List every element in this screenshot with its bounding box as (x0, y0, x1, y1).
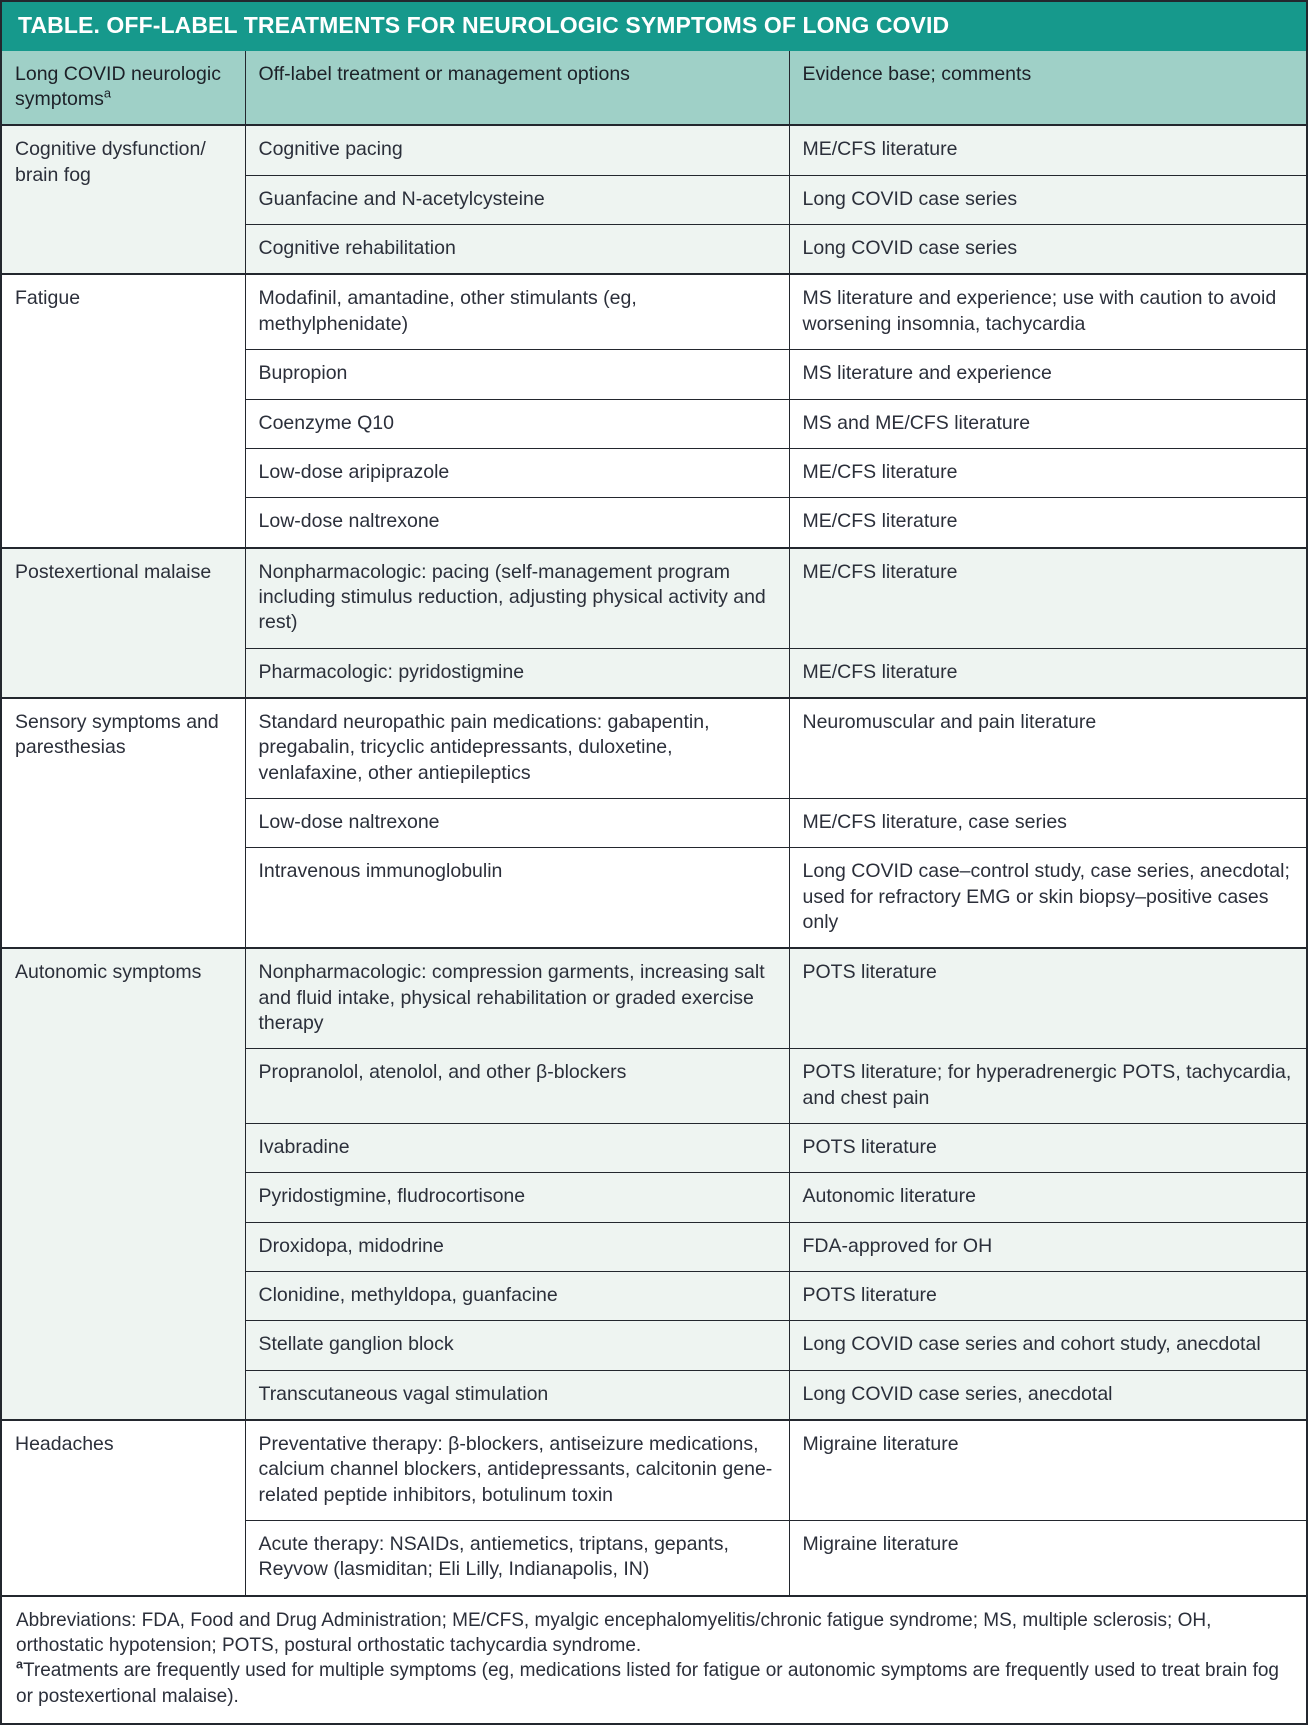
evidence-cell: POTS literature (789, 948, 1306, 1049)
treatment-cell: Low-dose naltrexone (245, 498, 789, 548)
table-row (2, 125, 1306, 175)
footnote-a (16, 1658, 1292, 1709)
evidence-cell: ME/CFS literature, case series (789, 798, 1306, 847)
column-header-symptoms-footnote-marker: a (103, 85, 112, 101)
evidence-cell: POTS literature (789, 1124, 1306, 1173)
treatment-cell: Transcutaneous vagal stimulation (245, 1370, 789, 1420)
evidence-cell: Long COVID case–control study, case series, anecdotal; used for refractory EMG or skin biopsy–positive cases only (789, 848, 1306, 949)
evidence-cell: ME/CFS literature (789, 498, 1306, 548)
header-row (2, 51, 1306, 126)
footnote-abbreviations: Abbreviations: FDA, Food and Drug Administration; ME/CFS, myalgic encephalomyelitis/chronic fatigue syndrome; MS, multiple sclerosis; OH, orthostatic hypotension; POTS, postural orthostatic tachycardia syndrome. (16, 1609, 1212, 1657)
treatment-cell: Preventative therapy: β-blockers, antiseizure medications, calcium channel blockers, antidepressants, calcitonin gene-related peptide inhibitors, botulinum toxin (245, 1420, 789, 1521)
evidence-cell: Long COVID case series (789, 225, 1306, 275)
symptom-cell: Fatigue (2, 274, 245, 547)
evidence-cell: Long COVID case series and cohort study, anecdotal (789, 1321, 1306, 1370)
table-row (2, 548, 1306, 649)
column-header-evidence-label: Evidence base; comments (802, 62, 1032, 85)
symptom-cell: Postexertional malaise (2, 548, 245, 698)
treatment-cell: Cognitive pacing (245, 125, 789, 175)
column-header-treatment-label: Off-label treatment or management options (258, 62, 630, 85)
table-title: TABLE. OFF-LABEL TREATMENTS FOR NEUROLOGIC SYMPTOMS OF LONG COVID (2, 2, 1306, 51)
treatment-cell: Low-dose naltrexone (245, 798, 789, 847)
footnotes-block (2, 1595, 1306, 1723)
treatments-table (2, 51, 1306, 1595)
footnote-a-text: Treatments are frequently used for multiple symptoms (eg, medications listed for fatigue or autonomic symptoms are frequently used to treat brain fog or postexertional malaise). (16, 1660, 1279, 1707)
evidence-cell: Migraine literature (789, 1521, 1306, 1595)
treatment-cell: Coenzyme Q10 (245, 399, 789, 448)
treatment-cell: Clonidine, methyldopa, guanfacine (245, 1272, 789, 1321)
evidence-cell: ME/CFS literature (789, 125, 1306, 175)
treatment-cell: Nonpharmacologic: compression garments, increasing salt and fluid intake, physical rehabilitation or graded exercise therapy (245, 948, 789, 1049)
table-body (2, 125, 1306, 1594)
footnote-a-marker: a (16, 1658, 23, 1673)
treatment-cell: Cognitive rehabilitation (245, 225, 789, 275)
treatment-cell: Propranolol, atenolol, and other β-blockers (245, 1049, 789, 1124)
treatment-cell: Acute therapy: NSAIDs, antiemetics, triptans, gepants, Reyvow (lasmiditan; Eli Lilly, Indianapolis, IN) (245, 1521, 789, 1595)
treatment-cell: Guanfacine and N-acetylcysteine (245, 175, 789, 224)
symptom-cell: Headaches (2, 1420, 245, 1595)
table-row (2, 698, 1306, 799)
evidence-cell: Migraine literature (789, 1420, 1306, 1521)
evidence-cell: Long COVID case series, anecdotal (789, 1370, 1306, 1420)
evidence-cell: MS literature and experience; use with caution to avoid worsening insomnia, tachycardia (789, 274, 1306, 349)
symptom-cell: Sensory symptoms and paresthesias (2, 698, 245, 948)
evidence-cell: Neuromuscular and pain literature (789, 698, 1306, 799)
treatment-cell: Stellate ganglion block (245, 1321, 789, 1370)
treatment-cell: Pharmacologic: pyridostigmine (245, 648, 789, 698)
table-row (2, 1420, 1306, 1521)
evidence-cell: POTS literature (789, 1272, 1306, 1321)
table-head (2, 51, 1306, 126)
evidence-cell: ME/CFS literature (789, 448, 1306, 497)
table-row (2, 948, 1306, 1049)
table-row (2, 274, 1306, 349)
treatment-cell: Intravenous immunoglobulin (245, 848, 789, 949)
column-header-evidence (789, 51, 1306, 126)
treatment-cell: Nonpharmacologic: pacing (self-management program including stimulus reduction, adjusting physical activity and rest) (245, 548, 789, 649)
treatment-cell: Pyridostigmine, fludrocortisone (245, 1173, 789, 1222)
column-header-symptoms (2, 51, 245, 126)
treatment-cell: Standard neuropathic pain medications: gabapentin, pregabalin, tricyclic antidepressants, duloxetine, venlafaxine, other antiepileptics (245, 698, 789, 799)
symptom-cell: Autonomic symptoms (2, 948, 245, 1420)
treatment-cell: Modafinil, amantadine, other stimulants (eg, methylphenidate) (245, 274, 789, 349)
treatment-cell: Bupropion (245, 350, 789, 399)
column-header-treatment (245, 51, 789, 126)
evidence-cell: Long COVID case series (789, 175, 1306, 224)
evidence-cell: FDA-approved for OH (789, 1222, 1306, 1271)
treatment-cell: Low-dose aripiprazole (245, 448, 789, 497)
evidence-cell: MS literature and experience (789, 350, 1306, 399)
evidence-cell: Autonomic literature (789, 1173, 1306, 1222)
evidence-cell: MS and ME/CFS literature (789, 399, 1306, 448)
evidence-cell: ME/CFS literature (789, 648, 1306, 698)
column-header-symptoms-label: Long COVID neurologic symptoms (15, 62, 221, 111)
evidence-cell: ME/CFS literature (789, 548, 1306, 649)
treatment-cell: Droxidopa, midodrine (245, 1222, 789, 1271)
treatment-cell: Ivabradine (245, 1124, 789, 1173)
symptom-cell: Cognitive dysfunction/ brain fog (2, 125, 245, 274)
evidence-cell: POTS literature; for hyperadrenergic POTS, tachycardia, and chest pain (789, 1049, 1306, 1124)
